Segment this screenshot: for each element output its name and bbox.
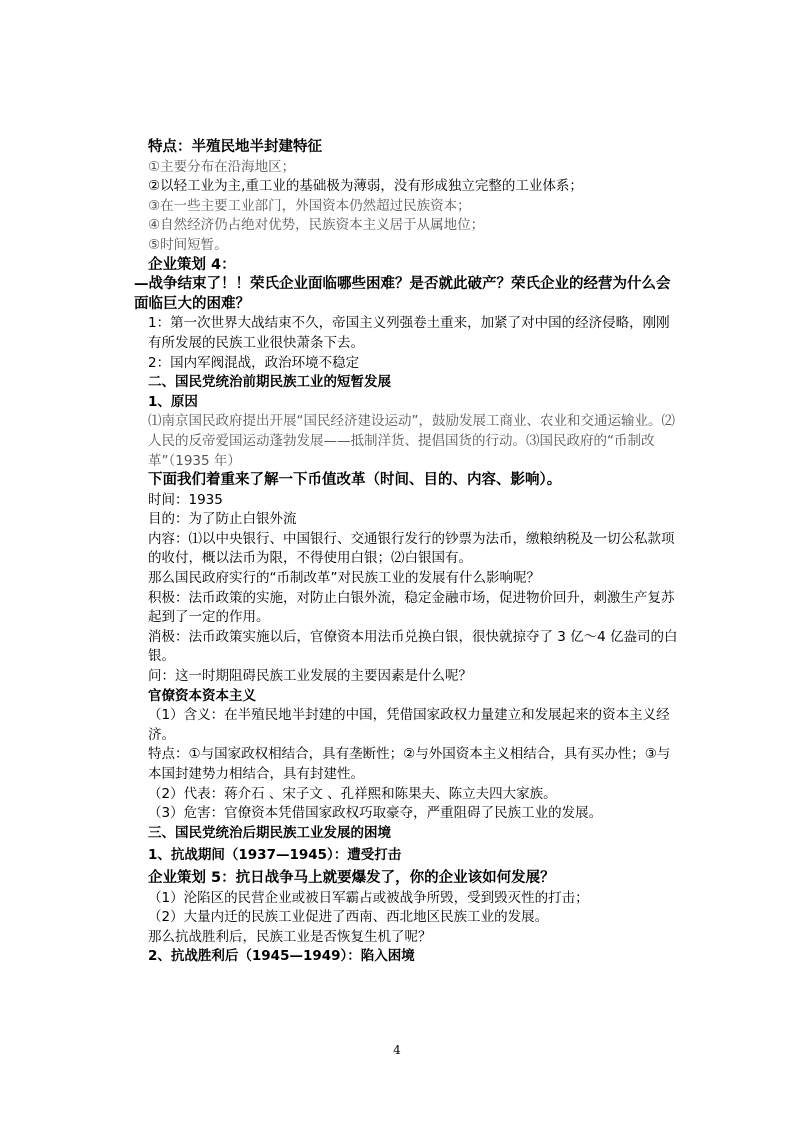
subsection-heading: 2、抗战胜利后（1945—1949）：陷入困境 (148, 948, 415, 965)
section-heading: 企业策划 4： (148, 256, 236, 273)
paragraph: （3）危害：官僚资本凭借国家政权巧取豪夺，严重阻碍了民族工业的发展。 (148, 805, 603, 822)
subsection-heading: 1、原因 (148, 393, 198, 410)
paragraph: 积极：法币政策的实施，对防止白银外流，稳定金融市场，促进物价回升，刺激生产复苏起到了一定的作用。 (148, 589, 675, 626)
paragraph: 那么国民政府实行的“币制改革”对民族工业的发展有什么影响呢？ (148, 570, 540, 587)
paragraph: 时间：1935 (148, 491, 223, 508)
paragraph: 2：国内军阀混战，政治环境不稳定 (148, 354, 360, 371)
subsection-heading: 1、抗战期间（1937—1945）：遭受打击 (148, 847, 402, 864)
section-heading: 特点：半殖民地半封建特征 (148, 139, 322, 155)
paragraph: （2）大量内迁的民族工业促进了西南、西北地区民族工业的发展。 (148, 909, 549, 926)
question-paragraph: —战争结束了！！荣氏企业面临哪些困难？是否就此破产？荣氏企业的经营为什么会面临巨大的困难？ (134, 276, 671, 312)
section-heading: 二、国民党统治前期民族工业的短暂发展 (148, 374, 391, 391)
paragraph: 特点：①与国家政权相结合，具有垄断性；②与外国资本主义相结合，具有买办性；③与本国封建势力相结合，具有封建性。 (148, 746, 671, 782)
paragraph: 那么抗战胜利后，民族工业是否恢复生机了呢？ (148, 928, 432, 945)
paragraph: 消极：法币政策实施以后，官僚资本用法币兑换白银，很快就掠夺了 3 亿～4 亿盎司的白银。 (148, 628, 678, 665)
paragraph: （1）沦陷区的民营企业或被日军霸占或被战争所毁，受到毁灭性的打击； (148, 889, 589, 906)
paragraph: （2）代表：蒋介石 、宋子文 、孔祥熙和陈果夫、陈立夫四大家族。 (148, 785, 557, 802)
subsection-heading: 官僚资本资本主义 (148, 687, 256, 704)
paragraph: 1：第一次世界大战结束不久，帝国主义列强卷土重来，加紧了对中国的经济侵略，刚刚有所发展的民族工业很快萧条下去。 (148, 315, 670, 351)
list-item: ⑤时间短暂。 (148, 236, 228, 253)
section-heading: 企业策划 5：抗日战争马上就要爆发了，你的企业该如何发展？ (148, 869, 555, 886)
list-item: ④自然经济仍占绝对优势，民族资本主义居于从属地位； (148, 217, 485, 234)
section-heading: 三、国民党统治后期民族工业发展的困境 (148, 824, 391, 841)
paragraph: 内容：⑴以中央银行、中国银行、交通银行发行的钞票为法币，缴粮纳税及一切公私款项的收付，概以法币为限，不得使用白银；⑵白银国有。 (148, 530, 675, 567)
list-item: ①主要分布在沿海地区； (148, 158, 296, 175)
document-body (120, 138, 678, 967)
section-heading: 下面我们着重来了解一下币值改革（时间、目的、内容、影响）。 (148, 472, 562, 489)
paragraph: 问：这一时期阻碍民族工业发展的主要因素是什么呢？ (148, 668, 472, 685)
list-item: ②以轻工业为主,重工业的基础极为薄弱，没有形成独立完整的工业体系； (148, 178, 583, 195)
page-number: 4 (393, 1043, 401, 1057)
list-item: ③在一些主要工业部门，外国资本仍然超过民族资本； (148, 197, 471, 214)
paragraph: 目的：为了防止白银外流 (148, 511, 297, 528)
paragraph: ⑴南京国民政府提出开展“国民经济建设运动”，鼓励发展工商业、农业和交通运输业。⑵人民的反帝爱国运动蓬勃发展——抵制洋货、提倡国货的行动。⑶国民政府的“币制改革”（1935 年） (148, 413, 675, 469)
paragraph: （1）含义：在半殖民地半封建的中国，凭借国家政权力量建立和发展起来的资本主义经济。 (148, 707, 670, 743)
